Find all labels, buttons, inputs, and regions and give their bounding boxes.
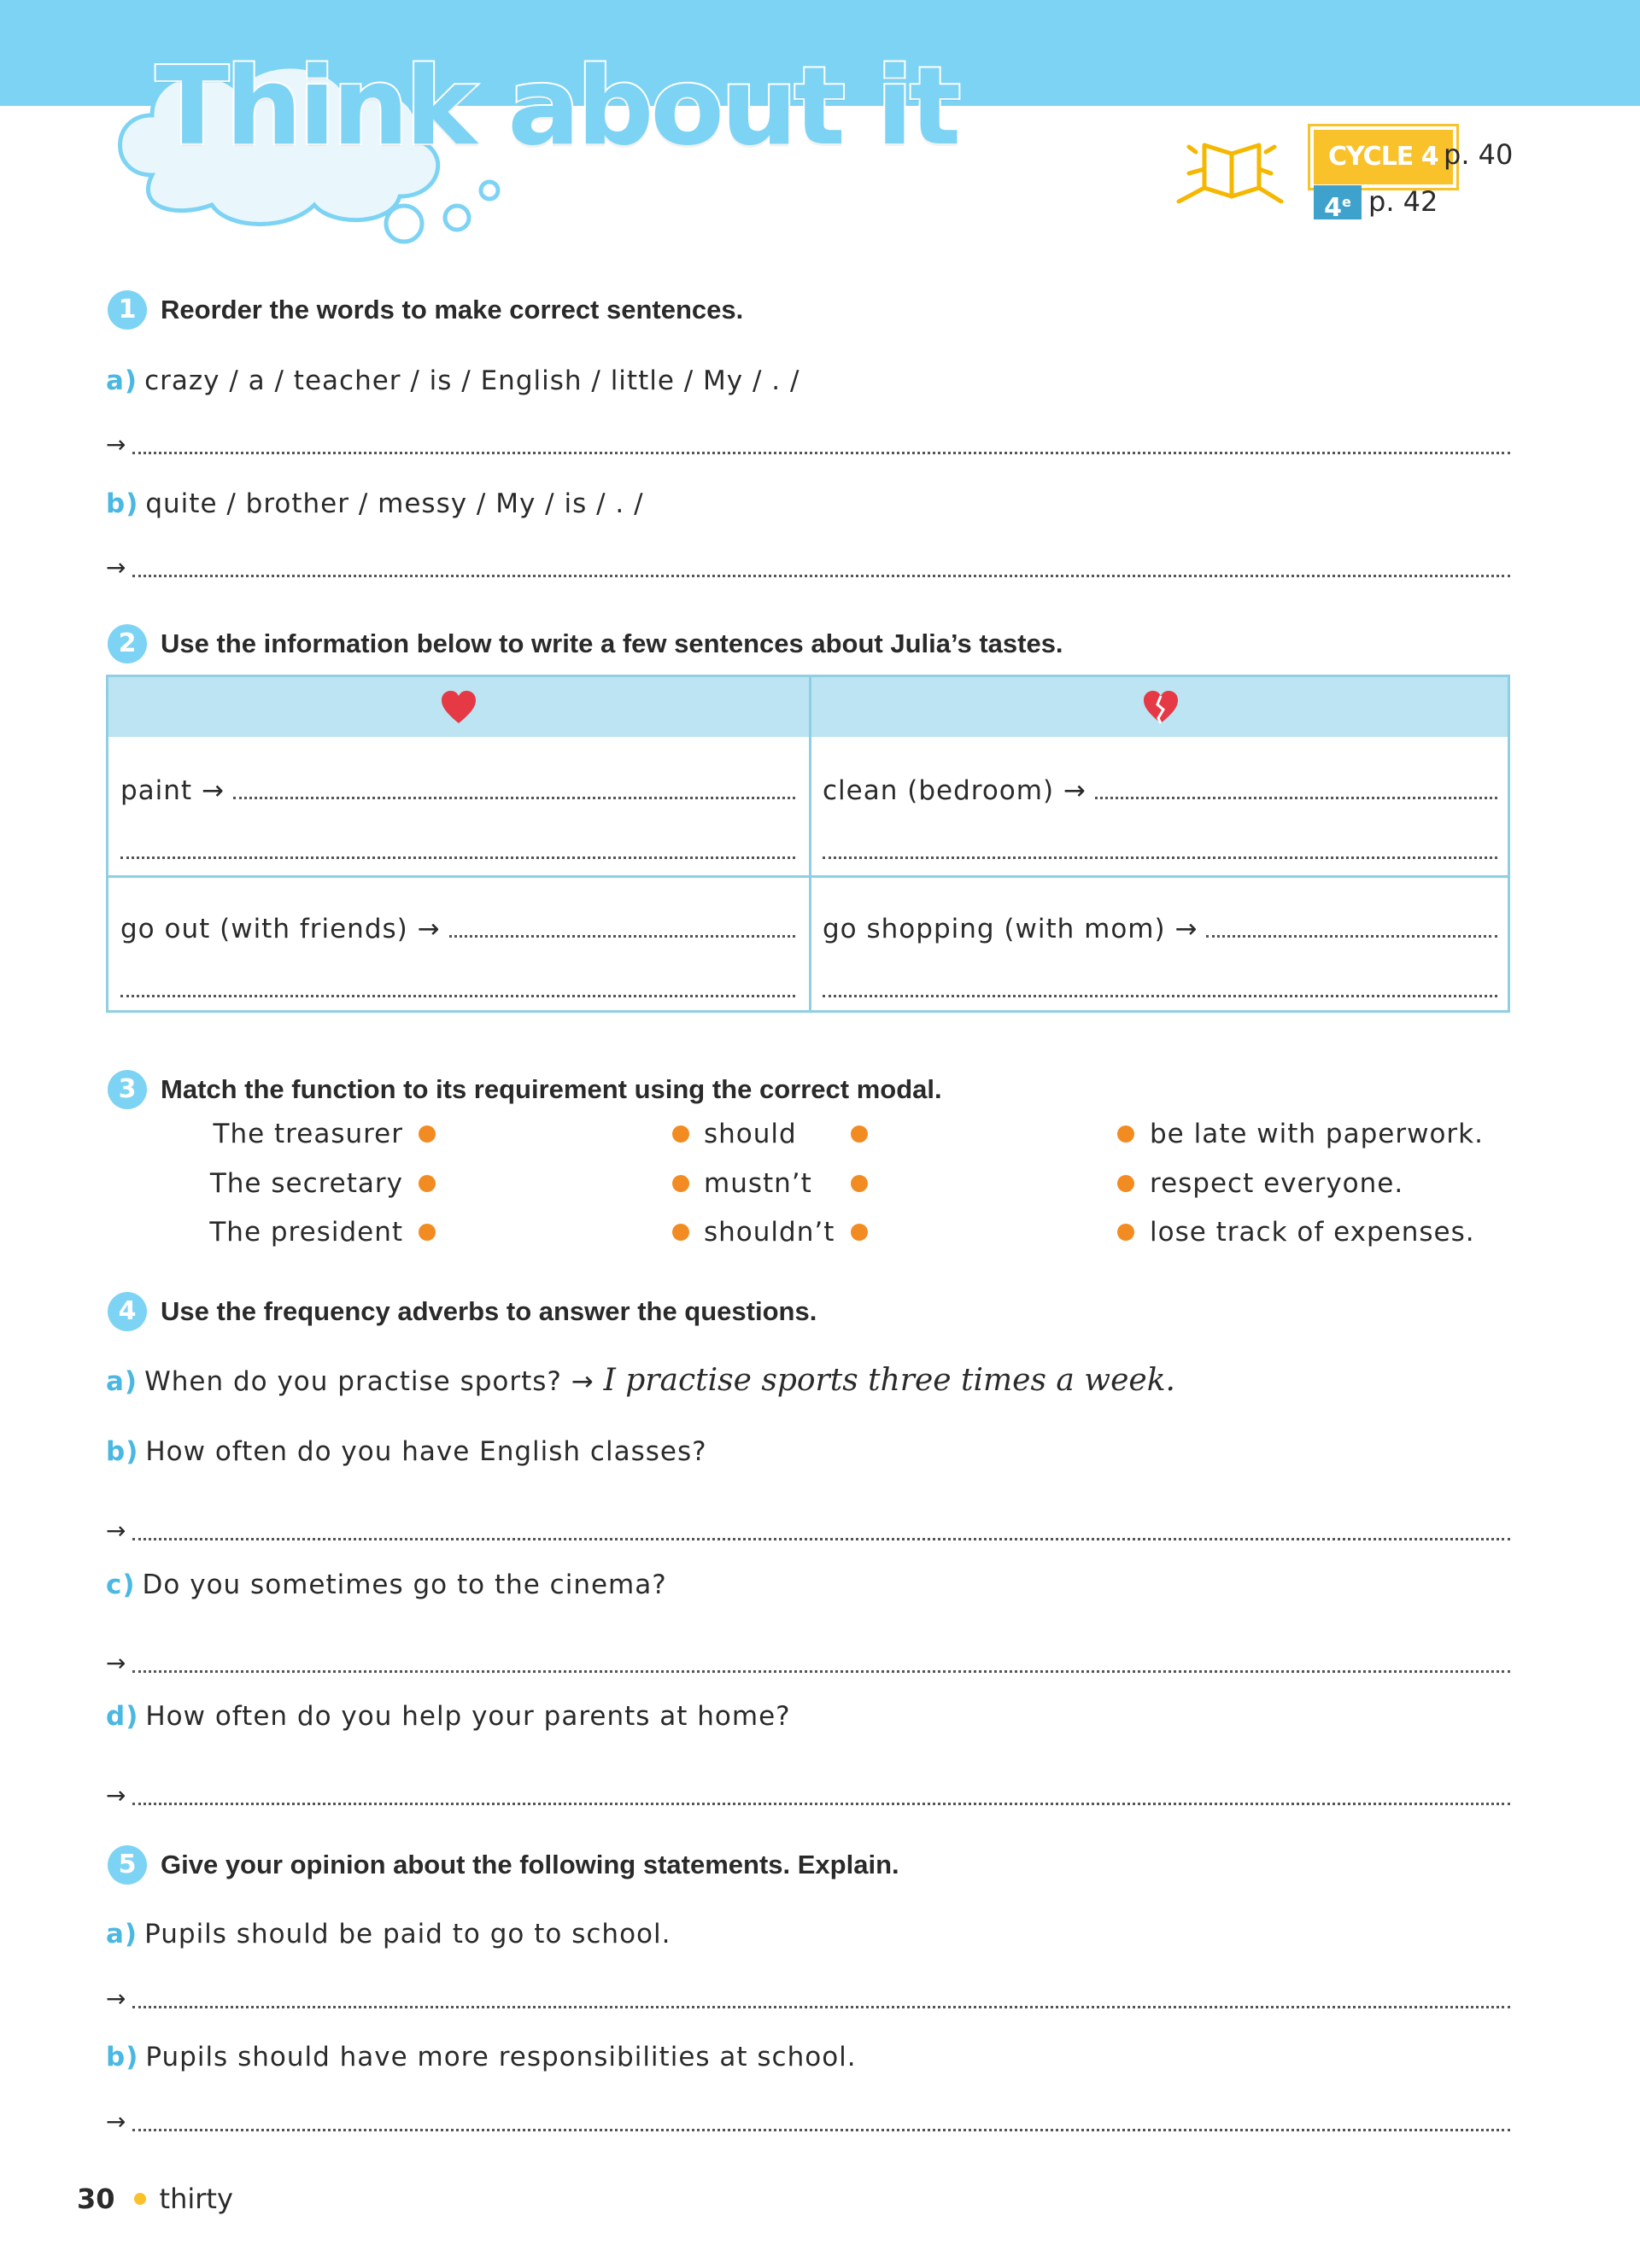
arrow-icon: →: [1063, 775, 1086, 806]
arrow-icon: →: [106, 1649, 126, 1677]
table-cell-like-1[interactable]: [120, 775, 795, 806]
answer-line-4d[interactable]: [106, 1778, 1510, 1809]
arrow-icon: →: [106, 430, 126, 459]
dotted-line: [449, 935, 795, 938]
section-instruction: Match the function to its requirement using the correct modal.: [161, 1074, 942, 1104]
arrow-icon: →: [106, 553, 126, 582]
question-5b: [106, 2040, 857, 2074]
page-footer: [77, 2183, 233, 2215]
arrow-icon: →: [106, 1984, 126, 2013]
answer-line-5b[interactable]: [106, 2104, 1510, 2135]
dotted-line: [132, 1803, 1510, 1805]
tastes-table: [106, 675, 1510, 1013]
grade-badge: [1314, 185, 1362, 223]
modal-item: shouldn’t: [704, 1217, 835, 1248]
question-text: Pupils should be paid to go to school.: [144, 1919, 671, 1949]
arrow-icon: →: [106, 2107, 126, 2136]
match-dot[interactable]: [419, 1125, 436, 1143]
question-label: a): [106, 1366, 138, 1397]
question-4a: [106, 1364, 1175, 1399]
question-4b: [106, 1435, 707, 1469]
dotted-line[interactable]: [120, 995, 795, 997]
dotted-line: [132, 2129, 1510, 2131]
dotted-line[interactable]: [823, 856, 1497, 859]
answer-line-1a[interactable]: [106, 427, 1510, 458]
match-dot[interactable]: [1117, 1125, 1134, 1143]
section-5-heading: [108, 1843, 899, 1887]
function-item: The president: [209, 1217, 403, 1248]
arrow-icon: →: [1174, 914, 1198, 944]
section-instruction: Reorder the words to make correct sentences.: [161, 295, 744, 324]
question-label: d): [106, 1701, 139, 1732]
dotted-line: [1095, 797, 1497, 799]
requirement-item: be late with paperwork.: [1150, 1119, 1484, 1149]
answer-line-4b[interactable]: [106, 1513, 1510, 1544]
activity-text: go shopping (with mom): [823, 914, 1166, 944]
book-reading-icon: [1170, 135, 1294, 203]
dotted-line: [132, 2006, 1510, 2008]
match-dot[interactable]: [672, 1224, 689, 1241]
dotted-line: [132, 575, 1510, 577]
modal-item: should: [704, 1119, 797, 1149]
section-number: 5: [108, 1845, 147, 1885]
match-dot[interactable]: [851, 1125, 868, 1143]
dotted-line: [1206, 935, 1497, 938]
question-label: a): [106, 1919, 138, 1949]
activity-text: paint: [120, 775, 193, 806]
modal-item: mustn’t: [704, 1168, 812, 1199]
match-dot[interactable]: [672, 1125, 689, 1143]
question-label: c): [106, 1569, 136, 1600]
dotted-line: [132, 1670, 1510, 1673]
section-2-heading: [108, 622, 1063, 666]
question-label: b): [106, 2042, 139, 2072]
question-label: b): [106, 1436, 139, 1467]
dotted-line: [132, 1538, 1510, 1540]
question-label: b): [106, 488, 139, 519]
question-4c: [106, 1568, 667, 1602]
activity-text: clean (bedroom): [823, 775, 1055, 806]
page-word: thirty: [159, 2183, 233, 2215]
dotted-line: [132, 452, 1510, 454]
arrow-icon: →: [106, 1781, 126, 1809]
answer-line-4c[interactable]: [106, 1645, 1510, 1676]
answer-line-5a[interactable]: [106, 1981, 1510, 2012]
arrow-icon: →: [201, 775, 225, 806]
grade-label: 4: [1324, 193, 1342, 223]
match-dot[interactable]: [851, 1224, 868, 1241]
broken-heart-icon: [1142, 689, 1180, 725]
grade-sup: e: [1342, 194, 1351, 210]
question-1a: [106, 364, 800, 398]
dotted-line: [233, 797, 795, 799]
question-text: quite / brother / messy / My / is / . /: [145, 488, 644, 519]
question-5a: [106, 1917, 671, 1951]
question-text: Pupils should have more responsibilities at school.: [145, 2042, 857, 2072]
table-divider: [809, 677, 811, 1010]
example-answer: I practise sports three times a week.: [603, 1363, 1175, 1398]
match-dot[interactable]: [419, 1175, 436, 1192]
match-dot[interactable]: [672, 1175, 689, 1192]
section-number: 3: [108, 1070, 147, 1109]
section-instruction: Give your opinion about the following statements. Explain.: [161, 1850, 899, 1879]
answer-line-1b[interactable]: [106, 550, 1510, 581]
function-item: The treasurer: [213, 1119, 403, 1149]
table-header: [108, 677, 1508, 737]
heart-icon: [440, 689, 477, 725]
match-dot[interactable]: [419, 1224, 436, 1241]
match-dot[interactable]: [851, 1175, 868, 1192]
table-cell-dislike-2[interactable]: [823, 914, 1497, 944]
cycle-badge: CYCLE 4: [1314, 130, 1453, 184]
activity-text: go out (with friends): [120, 914, 408, 944]
question-text: crazy / a / teacher / is / English / little / My / . /: [144, 365, 800, 396]
section-1-heading: [108, 288, 743, 332]
function-item: The secretary: [209, 1168, 403, 1199]
section-number: 2: [108, 624, 147, 663]
section-number: 1: [108, 290, 147, 330]
bullet-icon: [134, 2193, 146, 2205]
arrow-icon: →: [106, 1517, 126, 1545]
requirement-item: respect everyone.: [1150, 1168, 1404, 1199]
arrow-icon: →: [571, 1366, 594, 1397]
dotted-line[interactable]: [120, 856, 795, 859]
table-cell-dislike-1[interactable]: [823, 775, 1497, 806]
question-text: How often do you help your parents at home?: [145, 1701, 791, 1732]
section-4-heading: [108, 1289, 817, 1334]
question-text: How often do you have English classes?: [145, 1436, 707, 1467]
table-cell-like-2[interactable]: [120, 914, 795, 944]
table-divider: [108, 875, 1508, 878]
question-4d: [106, 1699, 791, 1733]
arrow-icon: →: [417, 914, 441, 944]
question-text: Do you sometimes go to the cinema?: [142, 1569, 667, 1600]
match-dot[interactable]: [1117, 1175, 1134, 1192]
question-label: a): [106, 365, 138, 396]
dotted-line[interactable]: [823, 995, 1497, 997]
question-text: When do you practise sports?: [144, 1366, 562, 1397]
grade-page-ref: p. 42: [1368, 185, 1438, 218]
section-3-heading: [108, 1067, 942, 1112]
section-instruction: Use the information below to write a few sentences about Julia’s tastes.: [161, 628, 1063, 658]
section-number: 4: [108, 1292, 147, 1331]
cycle-page-ref: p. 40: [1444, 138, 1514, 171]
requirement-item: lose track of expenses.: [1150, 1217, 1475, 1248]
page-number: 30: [77, 2183, 115, 2215]
page-title: Think about it: [155, 44, 958, 169]
question-1b: [106, 487, 644, 521]
section-instruction: Use the frequency adverbs to answer the questions.: [161, 1296, 817, 1326]
match-dot[interactable]: [1117, 1224, 1134, 1241]
